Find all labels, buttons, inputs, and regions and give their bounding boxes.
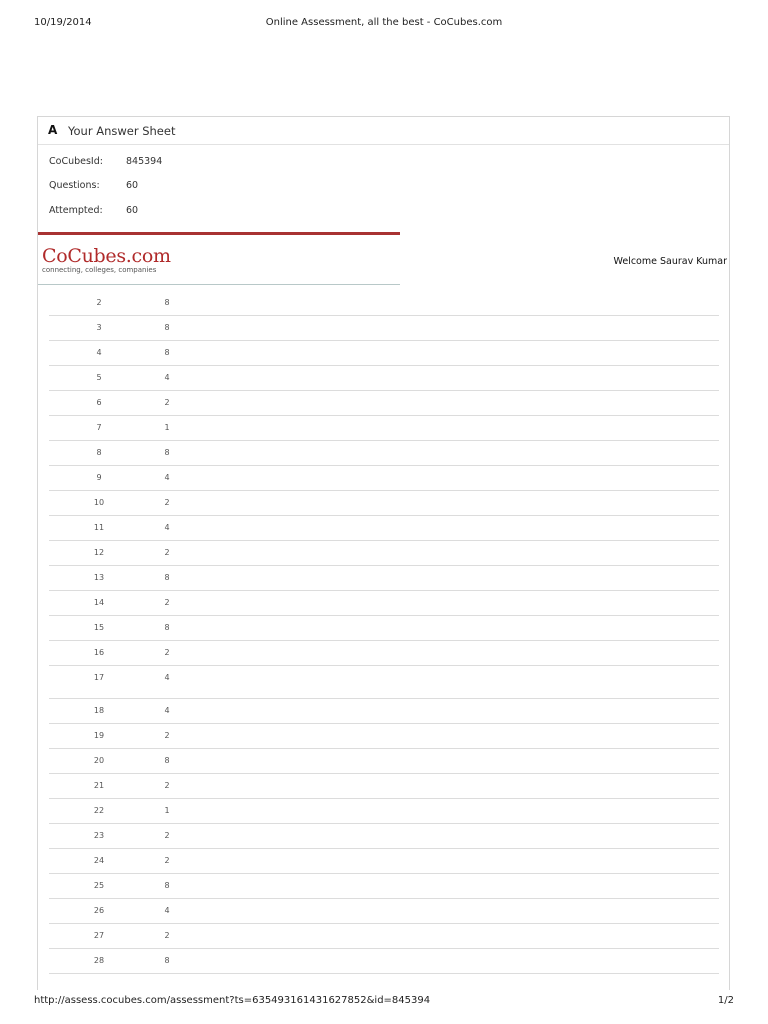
question-number: 6 <box>96 398 102 407</box>
question-number: 15 <box>93 623 105 632</box>
selected-answer: 1 <box>164 806 170 815</box>
info-label: Questions: <box>49 180 100 191</box>
question-number: 18 <box>93 706 105 715</box>
answer-row <box>49 516 719 541</box>
info-value: 60 <box>126 180 139 191</box>
question-number: 27 <box>93 931 105 940</box>
selected-answer: 4 <box>164 906 170 915</box>
question-number: 16 <box>93 648 105 657</box>
selected-answer: 2 <box>164 648 170 657</box>
answer-row <box>49 774 719 799</box>
logo-tagline: connecting, colleges, companies <box>42 266 157 274</box>
selected-answer: 1 <box>164 423 170 432</box>
answer-row <box>49 666 719 699</box>
question-number: 2 <box>96 298 102 307</box>
section-marker: A <box>48 123 58 137</box>
answer-row <box>49 491 719 516</box>
info-value: 60 <box>126 205 139 216</box>
answer-row <box>49 541 719 566</box>
answer-row <box>49 466 719 491</box>
answer-row <box>49 699 719 724</box>
question-number: 5 <box>96 373 102 382</box>
answer-row <box>49 724 719 749</box>
selected-answer: 4 <box>164 473 170 482</box>
print-page-number: 1/2 <box>717 995 734 1006</box>
question-number: 11 <box>93 523 105 532</box>
logo-divider <box>38 284 400 285</box>
question-number: 22 <box>93 806 105 815</box>
logo-name: CoCubes.com <box>42 245 171 267</box>
selected-answer: 8 <box>164 448 170 457</box>
answer-row <box>49 641 719 666</box>
question-number: 7 <box>96 423 102 432</box>
question-number: 23 <box>93 831 105 840</box>
selected-answer: 4 <box>164 523 170 532</box>
print-page-title: Online Assessment, all the best - CoCubes.com <box>265 17 503 28</box>
answer-row <box>49 949 719 974</box>
answer-row <box>49 849 719 874</box>
question-number: 8 <box>96 448 102 457</box>
answer-row <box>49 749 719 774</box>
info-label: CoCubesId: <box>49 156 103 167</box>
answer-row <box>49 391 719 416</box>
selected-answer: 2 <box>164 931 170 940</box>
selected-answer: 8 <box>164 298 170 307</box>
answer-row <box>49 591 719 616</box>
question-number: 4 <box>96 348 102 357</box>
question-number: 12 <box>93 548 105 557</box>
logo-accent-bar <box>38 232 400 235</box>
answer-row <box>49 874 719 899</box>
question-number: 3 <box>96 323 102 332</box>
selected-answer: 4 <box>164 706 170 715</box>
print-url: http://assess.cocubes.com/assessment?ts=635493161431627852&id=845394 <box>34 995 431 1006</box>
answer-row <box>49 799 719 824</box>
selected-answer: 8 <box>164 573 170 582</box>
question-number: 24 <box>93 856 105 865</box>
question-number: 20 <box>93 756 105 765</box>
selected-answer: 2 <box>164 598 170 607</box>
selected-answer: 8 <box>164 756 170 765</box>
selected-answer: 2 <box>164 398 170 407</box>
answer-row <box>49 341 719 366</box>
selected-answer: 8 <box>164 881 170 890</box>
question-number: 10 <box>93 498 105 507</box>
cocubes-logo[interactable] <box>42 245 171 274</box>
question-number: 19 <box>93 731 105 740</box>
answer-row <box>49 899 719 924</box>
selected-answer: 8 <box>164 348 170 357</box>
question-number: 28 <box>93 956 105 965</box>
selected-answer: 2 <box>164 781 170 790</box>
question-number: 25 <box>93 881 105 890</box>
answer-sheet-panel <box>37 116 730 990</box>
selected-answer: 2 <box>164 856 170 865</box>
answer-row <box>49 291 719 316</box>
selected-answer: 2 <box>164 731 170 740</box>
answer-row <box>49 824 719 849</box>
question-number: 13 <box>93 573 105 582</box>
question-number: 26 <box>93 906 105 915</box>
answer-row <box>49 416 719 441</box>
selected-answer: 4 <box>164 373 170 382</box>
selected-answer: 8 <box>164 623 170 632</box>
info-value: 845394 <box>126 156 163 167</box>
print-date: 10/19/2014 <box>34 17 92 28</box>
info-label: Attempted: <box>49 205 103 216</box>
answer-row <box>49 924 719 949</box>
panel-header <box>38 117 729 145</box>
answer-row <box>49 316 719 341</box>
selected-answer: 8 <box>164 956 170 965</box>
selected-answer: 2 <box>164 831 170 840</box>
question-number: 21 <box>93 781 105 790</box>
question-number: 17 <box>93 673 105 682</box>
question-number: 14 <box>93 598 105 607</box>
answer-row <box>49 616 719 641</box>
question-number: 9 <box>96 473 102 482</box>
selected-answer: 4 <box>164 673 170 682</box>
selected-answer: 2 <box>164 498 170 507</box>
answer-row <box>49 566 719 591</box>
panel-title: Your Answer Sheet <box>68 124 176 138</box>
welcome-user: Welcome Saurav Kumar <box>613 256 727 267</box>
answers-table <box>49 291 719 974</box>
selected-answer: 8 <box>164 323 170 332</box>
answer-row <box>49 441 719 466</box>
answer-row <box>49 366 719 391</box>
selected-answer: 2 <box>164 548 170 557</box>
